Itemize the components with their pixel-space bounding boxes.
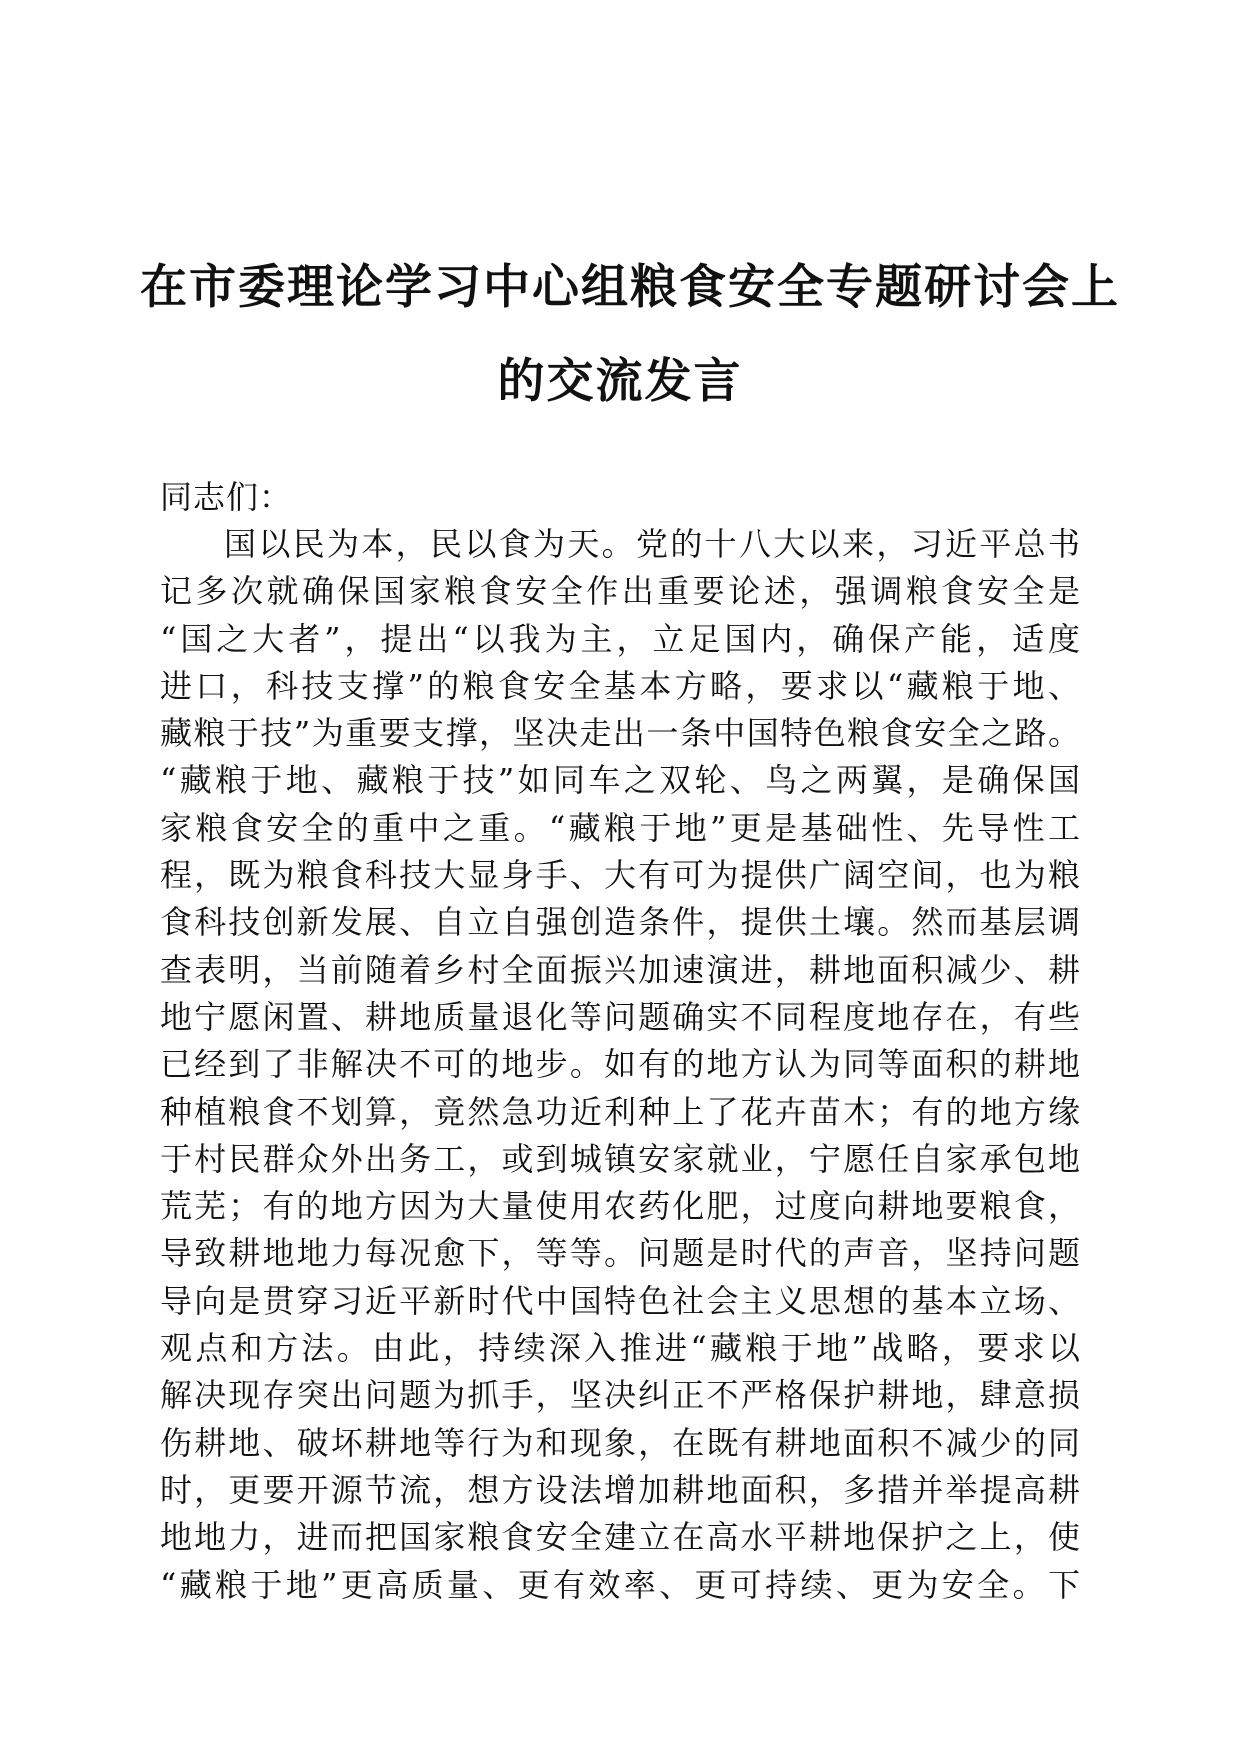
body-line: 进口，科技支撑”的粮食安全基本方略，要求以“藏粮于地、 [160,666,1080,705]
body-line: 已经到了非解决不可的地步。如有的地方认为同等面积的耕地 [160,1045,1080,1084]
body-line: 荒芜；有的地方因为大量使用农药化肥，过度向耕地要粮食， [160,1187,1080,1226]
body-line: 国以民为本，民以食为天。党的十八大以来，习近平总书 [224,525,1080,563]
body-line: 伤耕地、破坏耕地等行为和现象，在既有耕地面积不减少的同 [160,1423,1080,1462]
body-line: 地宁愿闲置、耕地质量退化等问题确实不同程度地存在，有些 [160,997,1080,1036]
body-line: 种植粮食不划算，竟然急功近利种上了花卉苗木；有的地方缘 [160,1092,1080,1131]
body-line: “藏粮于地、藏粮于技”如同车之双轮、鸟之两翼，是确保国 [160,761,1080,800]
body-line: 藏粮于技”为重要支撑，坚决走出一条中国特色粮食安全之路。 [160,714,1080,753]
body-line: 食科技创新发展、自立自强创造条件，提供土壤。然而基层调 [160,903,1080,942]
body-line: “国之大者”，提出“以我为主，立足国内，确保产能，适度 [160,619,1080,658]
body-line: 记多次就确保国家粮食安全作出重要论述，强调粮食安全是 [160,572,1080,611]
salutation: 同志们： [160,478,293,516]
document-title-line-1: 在市委理论学习中心组粮食安全专题研讨会上 [140,260,1120,315]
body-line: 解决现存突出问题为抓手，坚决纠正不严格保护耕地，肆意损 [160,1376,1080,1415]
body-line: 时，更要开源节流，想方设法增加耕地面积，多措并举提高耕 [160,1470,1080,1509]
document-title-line-2: 的交流发言 [497,354,743,409]
body-line: 地地力，进而把国家粮食安全建立在高水平耕地保护之上，使 [160,1518,1080,1557]
body-line: 导致耕地地力每况愈下，等等。问题是时代的声音，坚持问题 [160,1234,1080,1273]
body-line: 于村民群众外出务工，或到城镇安家就业，宁愿任自家承包地 [160,1139,1080,1178]
body-paragraph [160,522,1080,1610]
body-line: 观点和方法。由此，持续深入推进“藏粮于地”战略，要求以 [160,1329,1080,1368]
body-line: 程，既为粮食科技大显身手、大有可为提供广阔空间，也为粮 [160,856,1080,895]
body-line: 查表明，当前随着乡村全面振兴加速演进，耕地面积减少、耕 [160,950,1080,989]
body-line: “藏粮于地”更高质量、更有效率、更可持续、更为安全。下 [160,1565,1080,1604]
body-line: 家粮食安全的重中之重。“藏粮于地”更是基础性、先导性工 [160,808,1080,847]
body-line: 导向是贯穿习近平新时代中国特色社会主义思想的基本立场、 [160,1281,1080,1320]
